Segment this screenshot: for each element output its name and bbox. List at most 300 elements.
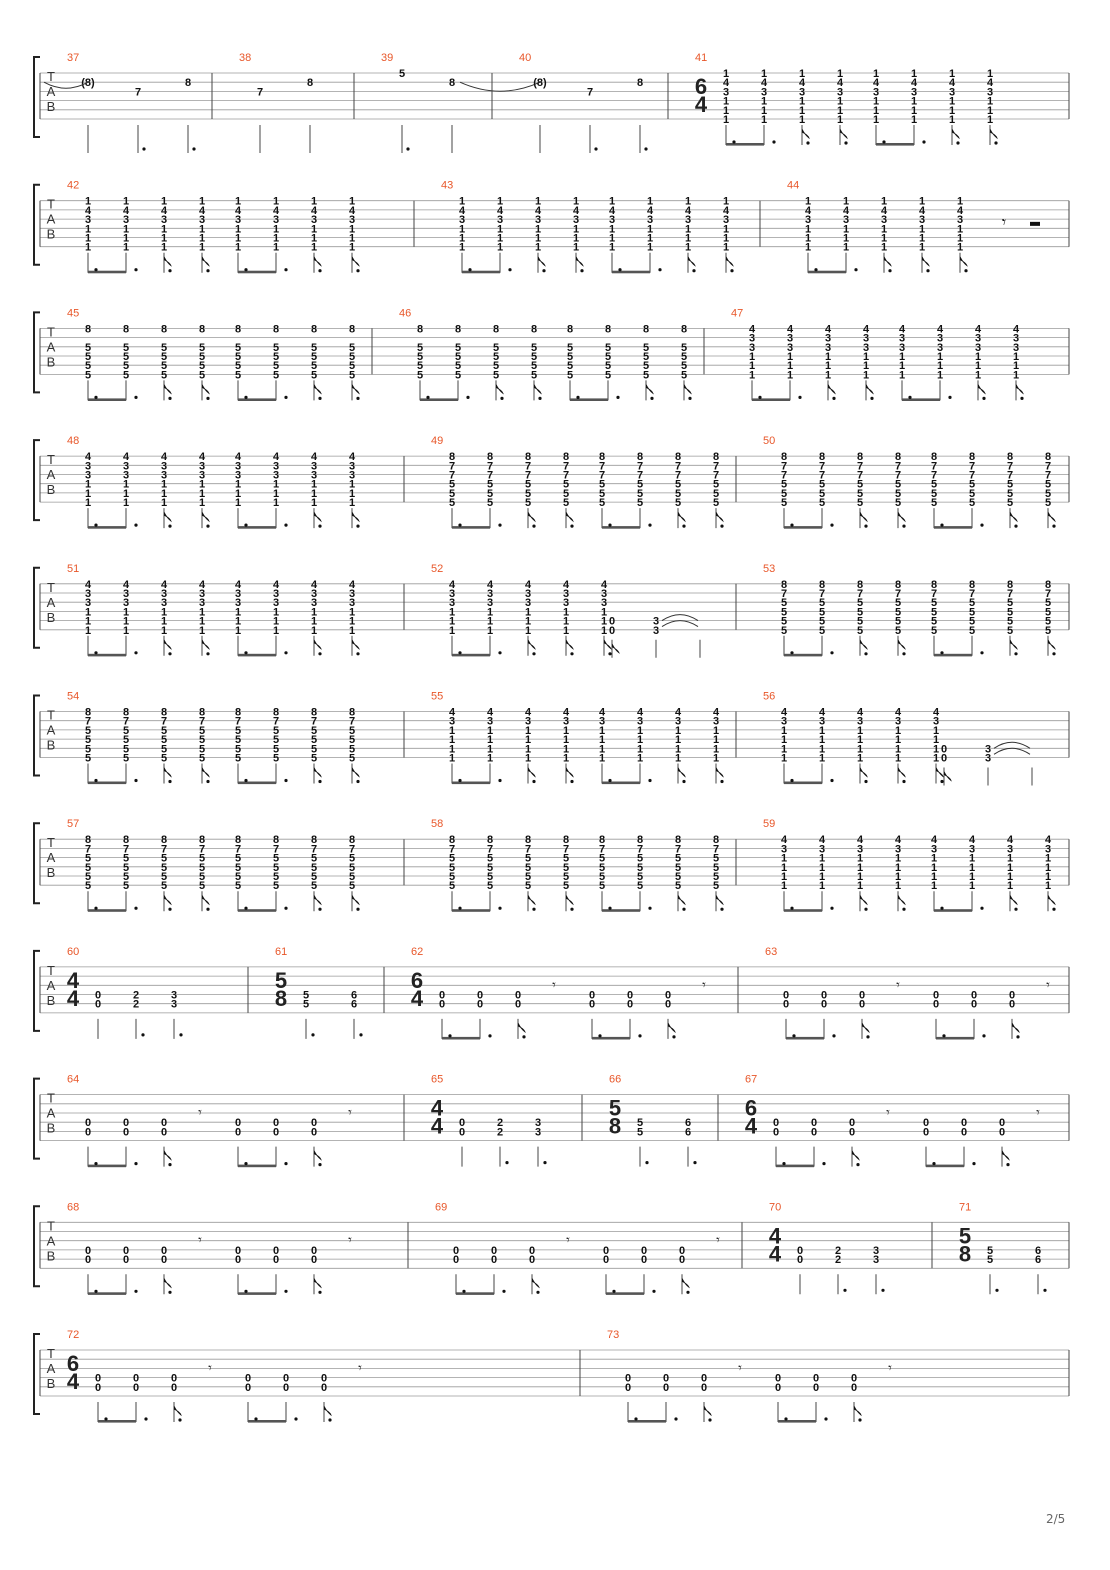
measure-number: 50 [763,435,776,448]
fret-number: 5 [234,734,242,747]
fret-number: 1 [84,232,92,245]
fret-number: 0 [588,998,596,1011]
fret-number: 7 [856,460,864,473]
rhythm-dot [356,908,359,911]
rhythm-dot [864,780,867,783]
fret-number: 1 [524,606,532,619]
beam [238,909,276,912]
fret-number: 0 [810,1117,818,1130]
beam [452,909,490,912]
fret-number: 5 [524,852,532,865]
fret-number: 3 [122,588,130,600]
fret-number: 0 [170,1372,178,1385]
fret-number: 5 [454,369,462,382]
measure-number: 58 [431,818,444,831]
rhythm-dot [650,397,653,400]
fret-number: 1 [272,241,280,254]
fret-number: 1 [948,114,956,126]
eighth-flag [566,640,573,649]
fret-number: 3 [496,214,504,227]
fret-number: 7 [598,469,606,482]
eighth-rest: 𝄾 [1046,976,1050,993]
rhythm-dot [908,396,911,399]
fret-number: 1 [310,606,318,619]
fret-number: 0 [94,989,102,1002]
eighth-flag [566,512,573,521]
fret-number: 1 [974,369,982,382]
rhythm-dot [168,269,171,272]
fret-number: 5 [492,351,500,363]
fret-number: 5 [234,871,242,883]
fret-number: 1 [448,734,456,747]
measure [609,1074,718,1167]
beam [88,909,126,912]
fret-number: 0 [588,989,596,1002]
eighth-rest: 𝄾 [1001,214,1007,232]
fret-number: 3 [894,715,902,728]
fret-number: 1 [272,195,280,208]
fret-number: 5 [930,615,938,628]
fret-number: 5 [930,487,938,500]
fret-number: 7 [894,588,902,600]
fret-number: 5 [968,487,976,500]
fret-number: 5 [1044,497,1052,510]
fret-number: 1 [636,734,644,747]
tie-arc [662,615,698,621]
fret-number: 1 [496,241,504,254]
fret-number: 3 [824,332,832,345]
fret-number: 5 [712,861,720,874]
fret-number: 3 [84,460,92,473]
measure [67,946,248,1039]
fret-number: 4 [198,578,206,591]
fret-number: 3 [84,597,92,610]
measure [67,563,404,657]
fret-number: 1 [804,232,812,245]
fret-number: 7 [674,469,682,482]
measure-number: 67 [745,1073,758,1086]
fret-number: 0 [272,1117,280,1130]
fret-number: 3 [748,332,756,345]
fret-number: 4 [348,578,356,591]
eighth-rest: 𝄾 [886,1104,890,1120]
system-bracket [34,951,40,1031]
fret-number: 5 [930,597,938,610]
beam [456,1292,494,1295]
tab-clef-letter: B [46,1376,56,1391]
fret-number: 3 [310,597,318,610]
measure [67,1074,404,1168]
rhythm-dot [932,1162,935,1165]
rhythm-dot [206,269,209,272]
tab-clef-letter: T [47,69,55,84]
fret-number: 1 [674,734,682,747]
fret-number: 3 [974,341,982,354]
measure [769,1201,932,1294]
fret-number: 0 [960,1117,968,1130]
rhythm-dot [168,1291,171,1294]
rhythm-dot [244,907,247,910]
fret-number: 4 [122,451,130,464]
fret-number: 0 [438,998,446,1011]
fret-number: 5 [454,341,462,354]
fret-number: 5 [198,852,206,865]
rhythm-dot [1016,1035,1019,1038]
fret-number: 1 [310,223,318,236]
fret-number: 3 [948,86,956,99]
fret-number: 5 [122,360,130,373]
fret-number: 7 [122,715,130,728]
measure-number: 53 [763,562,776,575]
eighth-rest: 𝄾 [208,1359,212,1376]
measure [67,691,404,785]
beam [784,909,822,912]
fret-number: 4 [348,451,356,464]
beam [776,1165,814,1168]
fret-number: 5 [894,597,902,610]
fret-number: 4 [1044,834,1052,847]
fret-number: 1 [798,114,806,126]
fret-number: 0 [848,1117,856,1130]
tab-clef-letter: A [46,467,56,483]
fret-number: 5 [122,351,130,363]
fret-number: 1 [974,360,982,373]
tab-clef-letter: A [46,977,56,993]
eighth-flag [202,895,209,904]
rhythm-dot [168,652,171,655]
fret-number: 5 [604,341,612,354]
eighth-flag [716,768,723,777]
eighth-flag [1012,1023,1019,1032]
fret-number: 8 [712,451,720,464]
rhythm-dot [356,269,359,272]
fret-number: 8 [122,834,130,847]
fret-number: 1 [448,615,456,628]
time-signature-denominator: 8 [958,1241,972,1267]
eighth-flag [1002,1151,1009,1160]
fret-number: 5 [348,360,356,373]
fret-number: 4 [722,204,730,217]
rhythm-dot [284,1162,287,1165]
rhythm-dot [790,779,793,782]
rhythm-dot [179,1033,182,1036]
fret-number: 5 [234,351,242,363]
rhythm-dot [1052,908,1055,911]
fret-number: 3 [524,588,532,600]
fret-number: 0 [608,624,616,637]
rhythm-dot [644,147,647,150]
eighth-flag [1010,640,1017,649]
fret-number: 1 [842,195,850,208]
fret-number: 2 [132,998,140,1011]
fret-number: 5 [234,341,242,354]
fret-number: 8 [486,451,494,464]
fret-number: 1 [122,615,130,628]
fret-number: 3 [872,1244,880,1257]
beam [238,271,276,274]
fret-number: 5 [566,341,574,354]
fret-number: 1 [198,606,206,619]
fret-number: 1 [910,68,918,80]
eighth-flag [202,768,209,777]
fret-number: 1 [448,724,456,737]
rhythm-dot [1052,525,1055,528]
rhythm-dot [498,651,501,654]
fret-number: 3 [84,214,92,227]
fret-number: 1 [486,752,494,765]
fret-number: 1 [486,724,494,737]
rhythm-dot [598,1034,601,1037]
fret-number: 7 [894,460,902,473]
fret-number: 5 [636,478,644,491]
fret-number: 4 [448,706,456,719]
fret-number: 1 [968,861,976,874]
measure-number: 55 [431,690,444,703]
fret-number: 2 [496,1117,504,1130]
rhythm-dot [178,1418,181,1421]
beam [786,1037,824,1040]
fret-number: 5 [894,497,902,510]
fret-number: 5 [348,861,356,874]
beam [602,782,640,785]
fret-number: 1 [918,241,926,254]
fret-number: 8 [674,451,682,464]
fret-number: 5 [986,1254,994,1267]
eighth-flag [164,895,171,904]
fret-number: 4 [160,578,168,591]
fret-number: 1 [600,624,608,637]
fret-number: 1 [272,615,280,628]
beam [88,1165,126,1168]
beam [808,271,846,274]
fret-number: 1 [348,195,356,208]
fret-number: 4 [486,578,494,591]
eighth-flag [898,640,905,649]
fret-number: 1 [760,95,768,108]
fret-number: 3 [348,460,356,473]
eighth-flag [352,257,359,266]
rhythm-dot [508,268,511,271]
rhythm-dot [94,907,97,910]
rhythm-dot [980,524,983,527]
tab-clef-letter: B [46,1120,56,1136]
eighth-flag [528,512,535,521]
measure [763,435,1056,529]
rhythm-dot [940,907,943,910]
fret-number: 5 [1006,478,1014,491]
rhythm-dot [94,524,97,527]
fret-number: 8 [856,451,864,464]
fret-number: 4 [636,706,644,719]
rhythm-dot [502,1290,505,1293]
fret-number: 4 [818,706,826,719]
fret-number: 1 [1006,880,1014,893]
fret-number: 1 [898,369,906,382]
fret-number: 1 [918,223,926,236]
fret-number: 1 [780,861,788,874]
rhythm-dot [318,908,321,911]
fret-number: 5 [198,861,206,874]
fret-number: 1 [824,369,832,382]
fret-number: 5 [272,724,280,737]
fret-number: 8 [530,323,538,336]
rhythm-dot [672,1035,675,1038]
fret-number: 3 [862,332,870,345]
fret-number: 8 [1044,578,1052,591]
fret-number: 5 [1044,478,1052,491]
fret-number: 0 [94,1381,102,1394]
fret-number: 5 [160,880,168,893]
fret-number: 0 [234,1126,242,1139]
fret-number: 5 [968,497,976,510]
fret-number: 0 [700,1381,708,1394]
fret-number: 0 [1008,998,1016,1011]
fret-number: 1 [712,734,720,747]
fret-number: 1 [458,223,466,236]
eighth-flag [716,895,723,904]
fret-number: 4 [160,204,168,217]
fret-number: 8 [84,706,92,719]
fret-number: 4 [310,578,318,591]
fret-number: 5 [234,369,242,382]
fret-number: 7 [272,715,280,728]
fret-number: 4 [918,204,926,217]
system-bracket [34,696,40,776]
fret-number: 4 [862,323,870,336]
fret-number: 1 [122,606,130,619]
time-signature-denominator: 4 [768,1241,782,1267]
fret-number: 1 [1006,852,1014,865]
fret-number: 0 [940,743,948,756]
fret-number: 4 [798,77,806,90]
fret-number: 5 [84,880,92,893]
eighth-flag [314,1278,321,1287]
fret-number: 7 [348,843,356,856]
rhythm-dot [458,651,461,654]
fret-number: 5 [416,360,424,373]
rhythm-dot [468,268,471,271]
fret-number: 1 [1044,871,1052,883]
rhythm-dot [980,907,983,910]
fret-number: 1 [684,241,692,254]
fret-number: 7 [310,715,318,728]
fret-number: 7 [524,843,532,856]
fret-number: 1 [1044,852,1052,865]
fret-number: 6 [684,1126,692,1139]
fret-number: 5 [524,478,532,491]
fret-number: 3 [458,214,466,227]
fret-number: 5 [234,724,242,737]
fret-number: 4 [1012,323,1020,336]
tab-clef-letter: B [46,354,56,370]
fret-number: 1 [684,232,692,245]
fret-number: 1 [534,241,542,254]
fret-number: 7 [712,843,720,856]
time-signature-denominator: 4 [430,1113,444,1139]
fret-number: 5 [712,487,720,500]
fret-number: 5 [642,341,650,354]
fret-number: 5 [604,369,612,382]
fret-number: 3 [646,214,654,227]
rhythm-dot [806,141,809,144]
fret-number: 5 [642,369,650,382]
rhythm-dot [832,397,835,400]
fret-number: 1 [780,852,788,865]
eighth-flag [860,512,867,521]
fret-number: 5 [598,852,606,865]
fret-number: 8 [712,834,720,847]
fret-number: 4 [786,323,794,336]
fret-number: (8) [533,77,547,90]
fret-number: 3 [534,1117,542,1130]
measure-number: 69 [435,1201,448,1214]
fret-number: 0 [774,1381,782,1394]
fret-number: 0 [810,1126,818,1139]
fret-number: 5 [1006,624,1014,637]
fret-number: 1 [534,195,542,208]
fret-number: 3 [486,588,494,600]
rhythm-dot [902,780,905,783]
fret-number: 1 [198,195,206,208]
fret-number: 5 [780,497,788,510]
fret-number: 7 [598,843,606,856]
fret-number: 1 [872,95,880,108]
fret-number: 5 [562,487,570,500]
time-signature-numerator: 6 [694,74,708,99]
tab-clef-letter: A [46,722,56,738]
rhythm-dot [612,1290,615,1293]
rhythm-dot [311,1033,314,1036]
eighth-flag [164,1278,171,1287]
fret-number: 4 [272,578,280,591]
rhythm-dot [168,780,171,783]
rhythm-dot [772,140,775,143]
fret-number: 0 [272,1244,280,1257]
beam [238,1292,276,1295]
rhythm-dot [532,908,535,911]
tie-arc [460,82,540,91]
fret-number: 5 [636,852,644,865]
fret-number: 1 [160,497,168,510]
rhythm-dot [854,268,857,271]
rhythm-dot [570,525,573,528]
fret-number: 5 [636,487,644,500]
fret-number: 1 [122,241,130,254]
fret-number: 1 [974,351,982,363]
measure-number: 39 [381,52,394,64]
fret-number: 5 [780,478,788,491]
fret-number: 7 [234,715,242,728]
fret-number: 2 [834,1244,842,1257]
fret-number: 1 [722,104,730,117]
fret-number: 8 [894,451,902,464]
rhythm-dot [956,141,959,144]
fret-number: 1 [760,104,768,117]
fret-number: 0 [234,1117,242,1130]
fret-number: 8 [234,323,242,336]
fret-number: 1 [842,223,850,236]
fret-number: 0 [858,989,866,1002]
fret-number: 3 [122,214,130,227]
rhythm-dot [720,780,723,783]
eighth-flag [922,257,929,266]
fret-number: 0 [122,1244,130,1257]
rhythm-dot [674,1417,677,1420]
fret-number: 1 [932,752,940,765]
fret-number: 5 [524,487,532,500]
fret-number: 4 [534,204,542,217]
fret-number: 1 [932,734,940,747]
